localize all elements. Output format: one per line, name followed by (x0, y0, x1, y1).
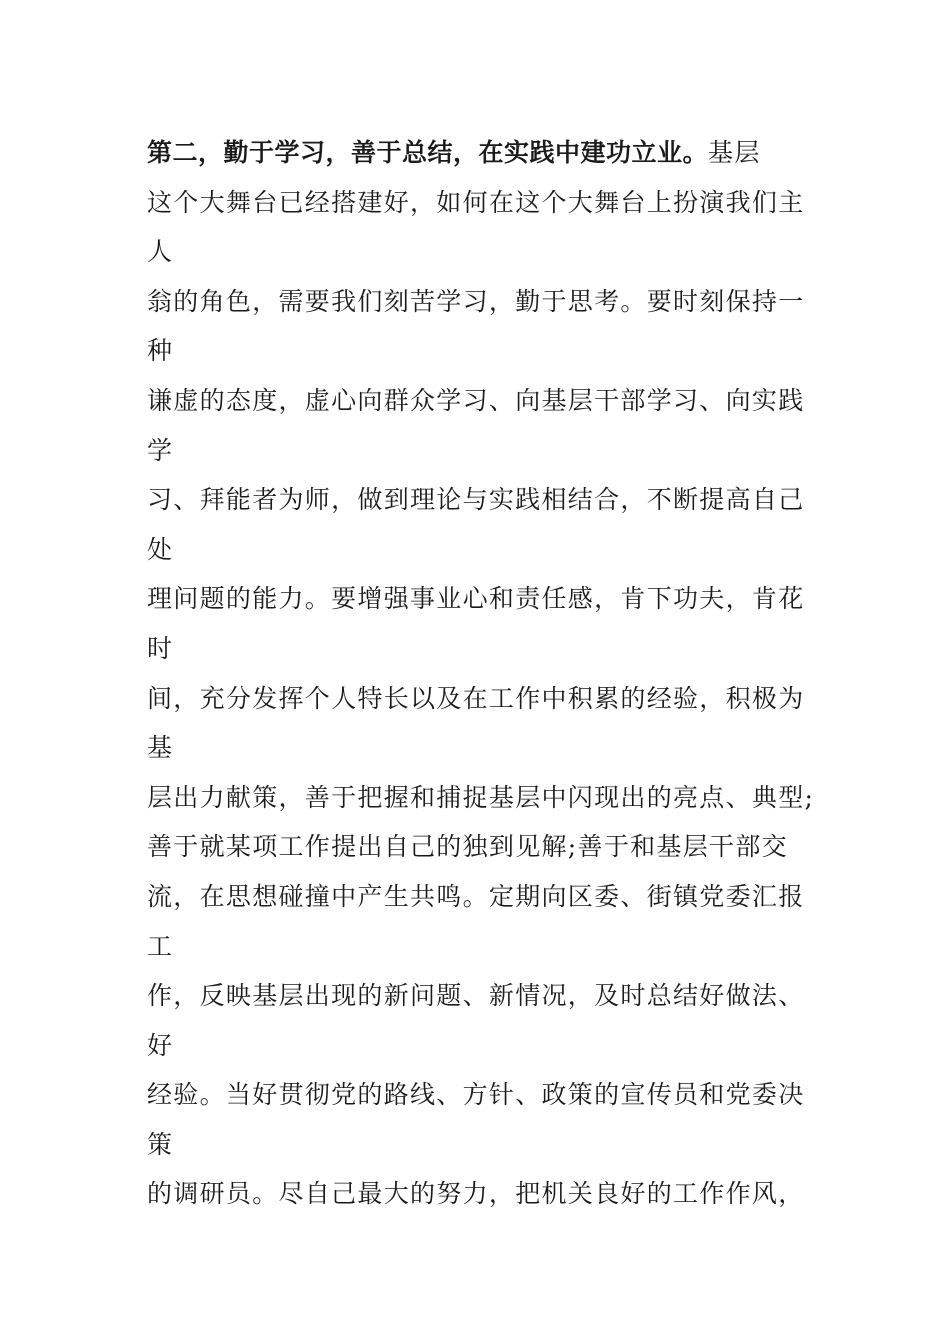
text-line: 工 (147, 931, 174, 961)
text-line: 种 (147, 336, 174, 366)
body-text (147, 128, 847, 1219)
text-line: 谦虚的态度，虚心向群众学习、向基层干部学习、向实践 (147, 385, 805, 415)
text-line: 理问题的能力。要增强事业心和责任感，肯下功夫，肯花 (147, 584, 805, 614)
text-line: 人 (147, 237, 174, 267)
text-line: 学 (147, 435, 174, 465)
text-line (147, 128, 847, 178)
text-line: 间，充分发挥个人特长以及在工作中积累的经验，积极为 (147, 683, 805, 713)
text-line: 作，反映基层出现的新问题、新情况，及时总结好做法、 (147, 981, 805, 1011)
text-line: 善于就某项工作提出自己的独到见解;善于和基层干部交 (147, 832, 788, 862)
text-line: 策 (147, 1129, 174, 1159)
text-line: 翁的角色，需要我们刻苦学习，勤于思考。要时刻保持一 (147, 286, 805, 316)
text-line: 流，在思想碰撞中产生共鸣。定期向区委、街镇党委汇报 (147, 881, 805, 911)
text-line: 处 (147, 534, 174, 564)
text-line: 经验。当好贯彻党的路线、方针、政策的宣传员和党委决 (147, 1080, 805, 1110)
text-line: 的调研员。尽自己最大的努力，把机关良好的工作作风， (147, 1179, 805, 1209)
text-line: 习、拜能者为师，做到理论与实践相结合，不断提高自己 (147, 485, 805, 515)
lead-heading: 第二，勤于学习，善于总结，在实践中建功立业。 (147, 138, 709, 167)
text-line: 好 (147, 1030, 174, 1060)
text-line: 这个大舞台已经搭建好，如何在这个大舞台上扮演我们主 (147, 187, 805, 217)
text-line: 时 (147, 633, 174, 663)
text-line: 层出力献策，善于把握和捕捉基层中闪现出的亮点、典型; (147, 782, 815, 812)
line-continuation: 基层 (708, 138, 761, 167)
text-line: 基 (147, 733, 174, 763)
